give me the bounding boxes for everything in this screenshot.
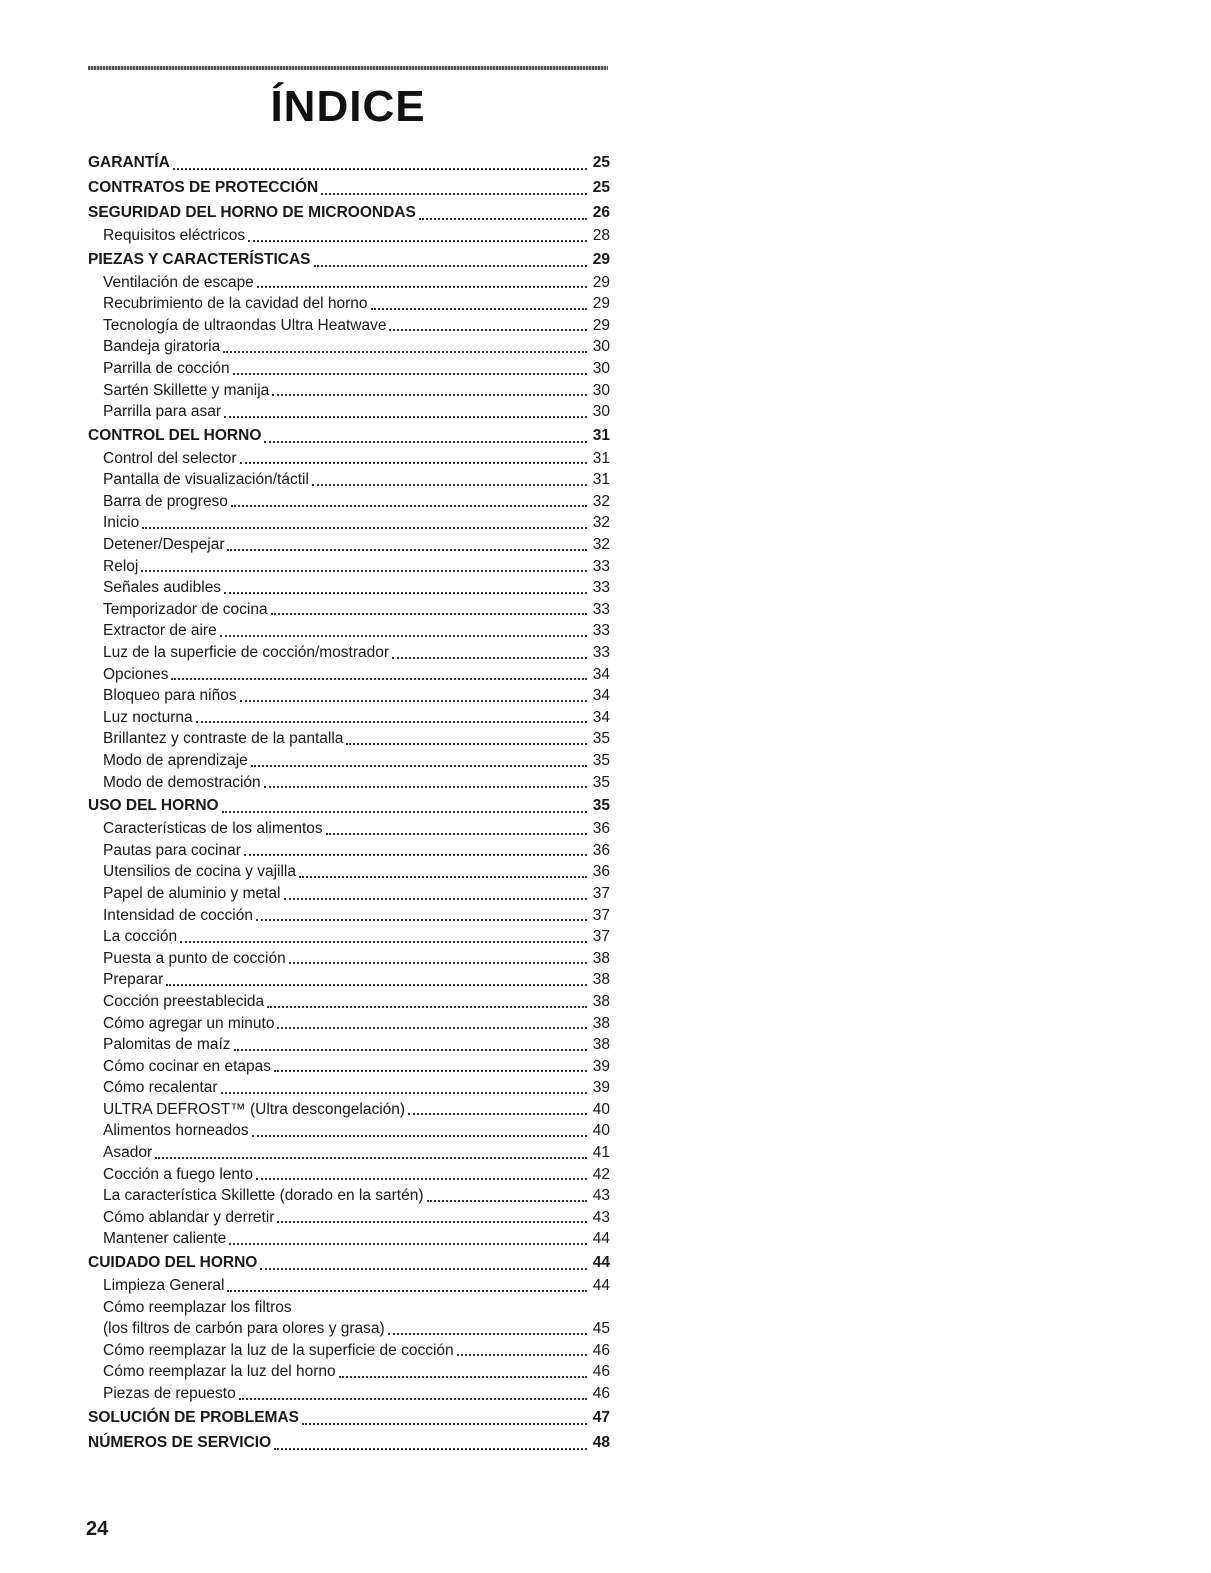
- toc-entry-label: Bandeja giratoria: [103, 338, 221, 356]
- toc-section-entry[interactable]: [88, 201, 610, 225]
- toc-entry-label: Cómo reemplazar los filtros: [103, 1298, 292, 1316]
- top-rule: [88, 66, 608, 70]
- toc-entry-label: Bloqueo para niños: [103, 687, 237, 705]
- table-of-contents: [88, 150, 610, 1455]
- toc-subentry[interactable]: [88, 1361, 610, 1383]
- dot-leader: [244, 854, 587, 856]
- toc-entry-page: 25: [592, 179, 610, 197]
- toc-entry-page: 36: [592, 820, 610, 838]
- toc-entry-page: 35: [592, 730, 610, 748]
- toc-entry-label: Cómo agregar un minuto: [103, 1014, 275, 1032]
- toc-entry-page: 44: [592, 1277, 610, 1295]
- toc-entry-page: 46: [592, 1341, 610, 1359]
- toc-entry-label: Limpieza General: [103, 1277, 225, 1295]
- toc-entry-page: 34: [592, 708, 610, 726]
- dot-leader: [227, 1290, 587, 1292]
- dot-leader: [312, 484, 587, 486]
- toc-subentry[interactable]: [88, 577, 610, 599]
- toc-entry-page: 30: [592, 403, 610, 421]
- toc-subentry[interactable]: [88, 272, 610, 294]
- toc-subentry[interactable]: [88, 685, 610, 707]
- toc-subentry[interactable]: [88, 534, 610, 556]
- toc-entry-page: 38: [592, 949, 610, 967]
- toc-entry-label: ULTRA DEFROST™ (Ultra descongelación): [103, 1100, 406, 1118]
- dot-leader: [240, 462, 587, 464]
- toc-subentry[interactable]: [88, 861, 610, 883]
- toc-subentry[interactable]: [88, 358, 610, 380]
- toc-entry-page: 38: [592, 1036, 610, 1054]
- dot-leader: [371, 308, 587, 310]
- toc-entry-page: 29: [592, 273, 610, 291]
- dot-leader: [248, 240, 587, 242]
- dot-leader: [267, 1006, 587, 1008]
- toc-entry-label: (los filtros de carbón para olores y grasa): [103, 1320, 385, 1338]
- dot-leader: [224, 416, 587, 418]
- toc-subentry[interactable]: [88, 1228, 610, 1250]
- toc-entry-page: 37: [592, 884, 610, 902]
- toc-subentry[interactable]: [88, 1013, 610, 1035]
- toc-entry-label: Cómo reemplazar la luz del horno: [103, 1363, 336, 1381]
- dot-leader: [277, 1027, 587, 1029]
- toc-entry-page: 38: [592, 1014, 610, 1032]
- toc-entry-label: Alimentos horneados: [103, 1122, 249, 1140]
- dot-leader: [222, 811, 587, 813]
- toc-entry-page: 35: [592, 751, 610, 769]
- dot-leader: [271, 613, 587, 615]
- toc-subentry[interactable]: [88, 315, 610, 337]
- dot-leader: [166, 984, 587, 986]
- toc-entry-label: USO DEL HORNO: [88, 797, 219, 815]
- toc-section-entry[interactable]: [88, 1431, 610, 1455]
- toc-section-entry[interactable]: [88, 176, 610, 200]
- dot-leader: [260, 1268, 587, 1270]
- toc-entry-label: Parrilla para asar: [103, 403, 222, 421]
- toc-subentry[interactable]: [88, 1142, 610, 1164]
- dot-leader: [173, 168, 587, 170]
- dot-leader: [321, 193, 587, 195]
- toc-subentry[interactable]: [88, 1340, 610, 1362]
- toc-entry-label: Detener/Despejar: [103, 536, 225, 554]
- toc-subentry[interactable]: [88, 1297, 610, 1319]
- toc-subentry[interactable]: [88, 969, 610, 991]
- toc-section-entry[interactable]: [88, 794, 610, 818]
- toc-entry-label: Asador: [103, 1144, 153, 1162]
- dot-leader: [141, 570, 587, 572]
- dot-leader: [299, 876, 587, 878]
- dot-leader: [233, 373, 587, 375]
- toc-entry-page: 39: [592, 1079, 610, 1097]
- dot-leader: [427, 1200, 588, 1202]
- toc-entry-page: 33: [592, 644, 610, 662]
- toc-entry-label: CONTROL DEL HORNO: [88, 426, 262, 444]
- dot-leader: [272, 394, 587, 396]
- toc-entry-label: Cómo recalentar: [103, 1079, 218, 1097]
- toc-subentry[interactable]: [88, 512, 610, 534]
- toc-entry-page: 46: [592, 1384, 610, 1402]
- toc-subentry[interactable]: [88, 1034, 610, 1056]
- toc-subentry[interactable]: [88, 401, 610, 423]
- toc-entry-page: 43: [592, 1208, 610, 1226]
- toc-subentry[interactable]: [88, 664, 610, 686]
- toc-entry-label: Ventilación de escape: [103, 273, 254, 291]
- dot-leader: [289, 962, 587, 964]
- dot-leader: [180, 941, 587, 943]
- toc-entry-page: 42: [592, 1165, 610, 1183]
- toc-entry-label: Papel de aluminio y metal: [103, 884, 281, 902]
- toc-entry-label: Parrilla de cocción: [103, 359, 230, 377]
- toc-entry-label: Preparar: [103, 971, 164, 989]
- toc-entry-page: 37: [592, 928, 610, 946]
- dot-leader: [408, 1113, 587, 1115]
- toc-entry-label: Opciones: [103, 665, 169, 683]
- toc-section-entry[interactable]: [88, 1251, 610, 1275]
- toc-section-entry[interactable]: [88, 424, 610, 448]
- toc-entry-page: 48: [592, 1433, 610, 1451]
- dot-leader: [256, 919, 587, 921]
- dot-leader: [142, 527, 587, 529]
- dot-leader: [277, 1221, 587, 1223]
- toc-entry-page: 31: [592, 426, 610, 444]
- toc-entry-label: Tecnología de ultraondas Ultra Heatwave: [103, 316, 387, 334]
- toc-subentry[interactable]: [88, 1275, 610, 1297]
- toc-subentry[interactable]: [88, 225, 610, 247]
- toc-entry-label: Inicio: [103, 514, 140, 532]
- toc-entry-label: Piezas de repuesto: [103, 1384, 236, 1402]
- toc-entry-page: 37: [592, 906, 610, 924]
- toc-subentry[interactable]: [88, 948, 610, 970]
- toc-entry-label: Mantener caliente: [103, 1230, 227, 1248]
- toc-subentry[interactable]: [88, 469, 610, 491]
- toc-entry-page: 29: [592, 295, 610, 313]
- toc-subentry[interactable]: [88, 818, 610, 840]
- dot-leader: [339, 1376, 587, 1378]
- dot-leader: [234, 1049, 588, 1051]
- toc-entry-page: 29: [592, 250, 610, 268]
- toc-subentry[interactable]: [88, 991, 610, 1013]
- toc-entry-label: Cocción preestablecida: [103, 992, 265, 1010]
- toc-entry-page: 31: [592, 471, 610, 489]
- dot-leader: [419, 218, 587, 220]
- dot-leader: [389, 329, 587, 331]
- toc-subentry[interactable]: [88, 707, 610, 729]
- dot-leader: [221, 1092, 587, 1094]
- toc-entry-page: 36: [592, 863, 610, 881]
- toc-entry-label: Modo de demostración: [103, 773, 261, 791]
- dot-leader: [220, 635, 587, 637]
- toc-entry-label: PIEZAS Y CARACTERÍSTICAS: [88, 250, 311, 268]
- dot-leader: [239, 1398, 587, 1400]
- toc-entry-label: GARANTÍA: [88, 154, 170, 172]
- toc-subentry[interactable]: [88, 1207, 610, 1229]
- toc-entry-page: 31: [592, 449, 610, 467]
- toc-entry-page: 38: [592, 971, 610, 989]
- toc-entry-label: La característica Skillette (dorado en la sartén): [103, 1187, 424, 1205]
- toc-subentry[interactable]: [88, 380, 610, 402]
- dot-leader: [388, 1333, 587, 1335]
- dot-leader: [252, 1135, 587, 1137]
- toc-entry-page: 33: [592, 579, 610, 597]
- toc-entry-label: CONTRATOS DE PROTECCIÓN: [88, 179, 319, 197]
- toc-entry-page: 41: [592, 1144, 610, 1162]
- toc-subentry[interactable]: [88, 1099, 610, 1121]
- page-number: 24: [86, 1518, 109, 1540]
- toc-entry-page: 43: [592, 1187, 610, 1205]
- dot-leader: [224, 592, 587, 594]
- toc-subentry[interactable]: [88, 556, 610, 578]
- toc-entry-label: Sartén Skillette y manija: [103, 381, 270, 399]
- dot-leader: [264, 441, 587, 443]
- toc-entry-label: Pantalla de visualización/táctil: [103, 471, 309, 489]
- toc-subentry[interactable]: [88, 905, 610, 927]
- dot-leader: [251, 765, 587, 767]
- toc-subentry[interactable]: [88, 1056, 610, 1078]
- toc-section-entry[interactable]: [88, 151, 610, 175]
- dot-leader: [155, 1157, 587, 1159]
- toc-entry-page: 46: [592, 1363, 610, 1381]
- toc-entry-label: Intensidad de cocción: [103, 906, 253, 924]
- toc-section-entry[interactable]: [88, 248, 610, 272]
- toc-entry-label: Palomitas de maíz: [103, 1036, 231, 1054]
- dot-leader: [171, 678, 587, 680]
- toc-entry-label: NÚMEROS DE SERVICIO: [88, 1433, 272, 1451]
- toc-entry-label: SEGURIDAD DEL HORNO DE MICROONDAS: [88, 204, 416, 222]
- toc-entry-page: 33: [592, 600, 610, 618]
- dot-leader: [231, 505, 587, 507]
- toc-entry-page: 30: [592, 359, 610, 377]
- toc-subentry[interactable]: [88, 599, 610, 621]
- toc-entry-page: 32: [592, 536, 610, 554]
- dot-leader: [264, 786, 587, 788]
- toc-entry-page: 35: [592, 797, 610, 815]
- toc-entry-label: Puesta a punto de cocción: [103, 949, 286, 967]
- toc-entry-label: Recubrimiento de la cavidad del horno: [103, 295, 368, 313]
- toc-subentry[interactable]: [88, 491, 610, 513]
- toc-entry-label: SOLUCIÓN DE PROBLEMAS: [88, 1408, 299, 1426]
- dot-leader: [223, 351, 587, 353]
- dot-leader: [457, 1354, 587, 1356]
- toc-entry-label: Señales audibles: [103, 579, 222, 597]
- dot-leader: [196, 721, 587, 723]
- toc-entry-page: 39: [592, 1057, 610, 1075]
- toc-subentry[interactable]: [88, 642, 610, 664]
- dot-leader: [256, 1178, 587, 1180]
- toc-subentry[interactable]: [88, 620, 610, 642]
- toc-entry-label: Cómo reemplazar la luz de la superficie de cocción: [103, 1341, 454, 1359]
- toc-entry-label: Cómo cocinar en etapas: [103, 1057, 272, 1075]
- toc-subentry[interactable]: [88, 448, 610, 470]
- toc-subentry[interactable]: [88, 1164, 610, 1186]
- toc-entry-page: 40: [592, 1100, 610, 1118]
- toc-entry-label: Modo de aprendizaje: [103, 751, 248, 769]
- toc-entry-label: Pautas para cocinar: [103, 841, 241, 859]
- dot-leader: [240, 700, 587, 702]
- toc-entry-label: Utensilios de cocina y vajilla: [103, 863, 296, 881]
- toc-entry-page: 35: [592, 773, 610, 791]
- toc-subentry[interactable]: [88, 1120, 610, 1142]
- toc-entry-label: CUIDADO DEL HORNO: [88, 1254, 258, 1272]
- toc-subentry[interactable]: [88, 1318, 610, 1340]
- dot-leader: [227, 549, 587, 551]
- dot-leader: [229, 1243, 587, 1245]
- toc-entry-page: 34: [592, 687, 610, 705]
- toc-entry-page: 33: [592, 557, 610, 575]
- toc-subentry[interactable]: [88, 1383, 610, 1405]
- toc-entry-page: 33: [592, 622, 610, 640]
- toc-entry-label: Luz de la superficie de cocción/mostrador: [103, 644, 390, 662]
- toc-entry-label: Temporizador de cocina: [103, 600, 268, 618]
- toc-subentry[interactable]: [88, 883, 610, 905]
- dot-leader: [284, 898, 588, 900]
- toc-entry-label: Cómo ablandar y derretir: [103, 1208, 275, 1226]
- dot-leader: [346, 743, 587, 745]
- page-title: ÍNDICE: [270, 82, 426, 131]
- toc-entry-label: Control del selector: [103, 449, 237, 467]
- toc-entry-label: Cocción a fuego lento: [103, 1165, 253, 1183]
- toc-entry-label: Barra de progreso: [103, 492, 228, 510]
- toc-entry-page: 32: [592, 514, 610, 532]
- toc-subentry[interactable]: [88, 840, 610, 862]
- toc-entry-page: 30: [592, 381, 610, 399]
- dot-leader: [326, 833, 587, 835]
- toc-subentry[interactable]: [88, 1185, 610, 1207]
- toc-section-entry[interactable]: [88, 1406, 610, 1430]
- toc-subentry[interactable]: [88, 926, 610, 948]
- toc-entry-label: Características de los alimentos: [103, 820, 323, 838]
- toc-entry-page: 26: [592, 204, 610, 222]
- toc-entry-page: 45: [592, 1320, 610, 1338]
- dot-leader: [257, 286, 587, 288]
- toc-entry-label: La cocción: [103, 928, 178, 946]
- toc-entry-page: 25: [592, 154, 610, 172]
- dot-leader: [302, 1423, 587, 1425]
- toc-entry-page: 44: [592, 1230, 610, 1248]
- toc-subentry[interactable]: [88, 728, 610, 750]
- toc-entry-page: 44: [592, 1254, 610, 1272]
- dot-leader: [274, 1448, 587, 1450]
- toc-entry-label: Brillantez y contraste de la pantalla: [103, 730, 344, 748]
- toc-subentry[interactable]: [88, 750, 610, 772]
- dot-leader: [314, 265, 588, 267]
- toc-entry-label: Requisitos eléctricos: [103, 226, 246, 244]
- toc-subentry[interactable]: [88, 336, 610, 358]
- toc-subentry[interactable]: [88, 1077, 610, 1099]
- dot-leader: [392, 657, 587, 659]
- toc-subentry[interactable]: [88, 293, 610, 315]
- toc-entry-label: Luz nocturna: [103, 708, 193, 726]
- dot-leader: [274, 1070, 587, 1072]
- toc-entry-page: 47: [592, 1408, 610, 1426]
- toc-entry-page: 38: [592, 992, 610, 1010]
- toc-entry-page: 32: [592, 492, 610, 510]
- toc-entry-page: 40: [592, 1122, 610, 1140]
- toc-entry-page: 30: [592, 338, 610, 356]
- toc-entry-page: 34: [592, 665, 610, 683]
- toc-entry-page: 36: [592, 841, 610, 859]
- toc-entry-page: 28: [592, 226, 610, 244]
- toc-entry-page: 29: [592, 316, 610, 334]
- toc-subentry[interactable]: [88, 772, 610, 794]
- toc-entry-label: Extractor de aire: [103, 622, 217, 640]
- toc-entry-label: Reloj: [103, 557, 139, 575]
